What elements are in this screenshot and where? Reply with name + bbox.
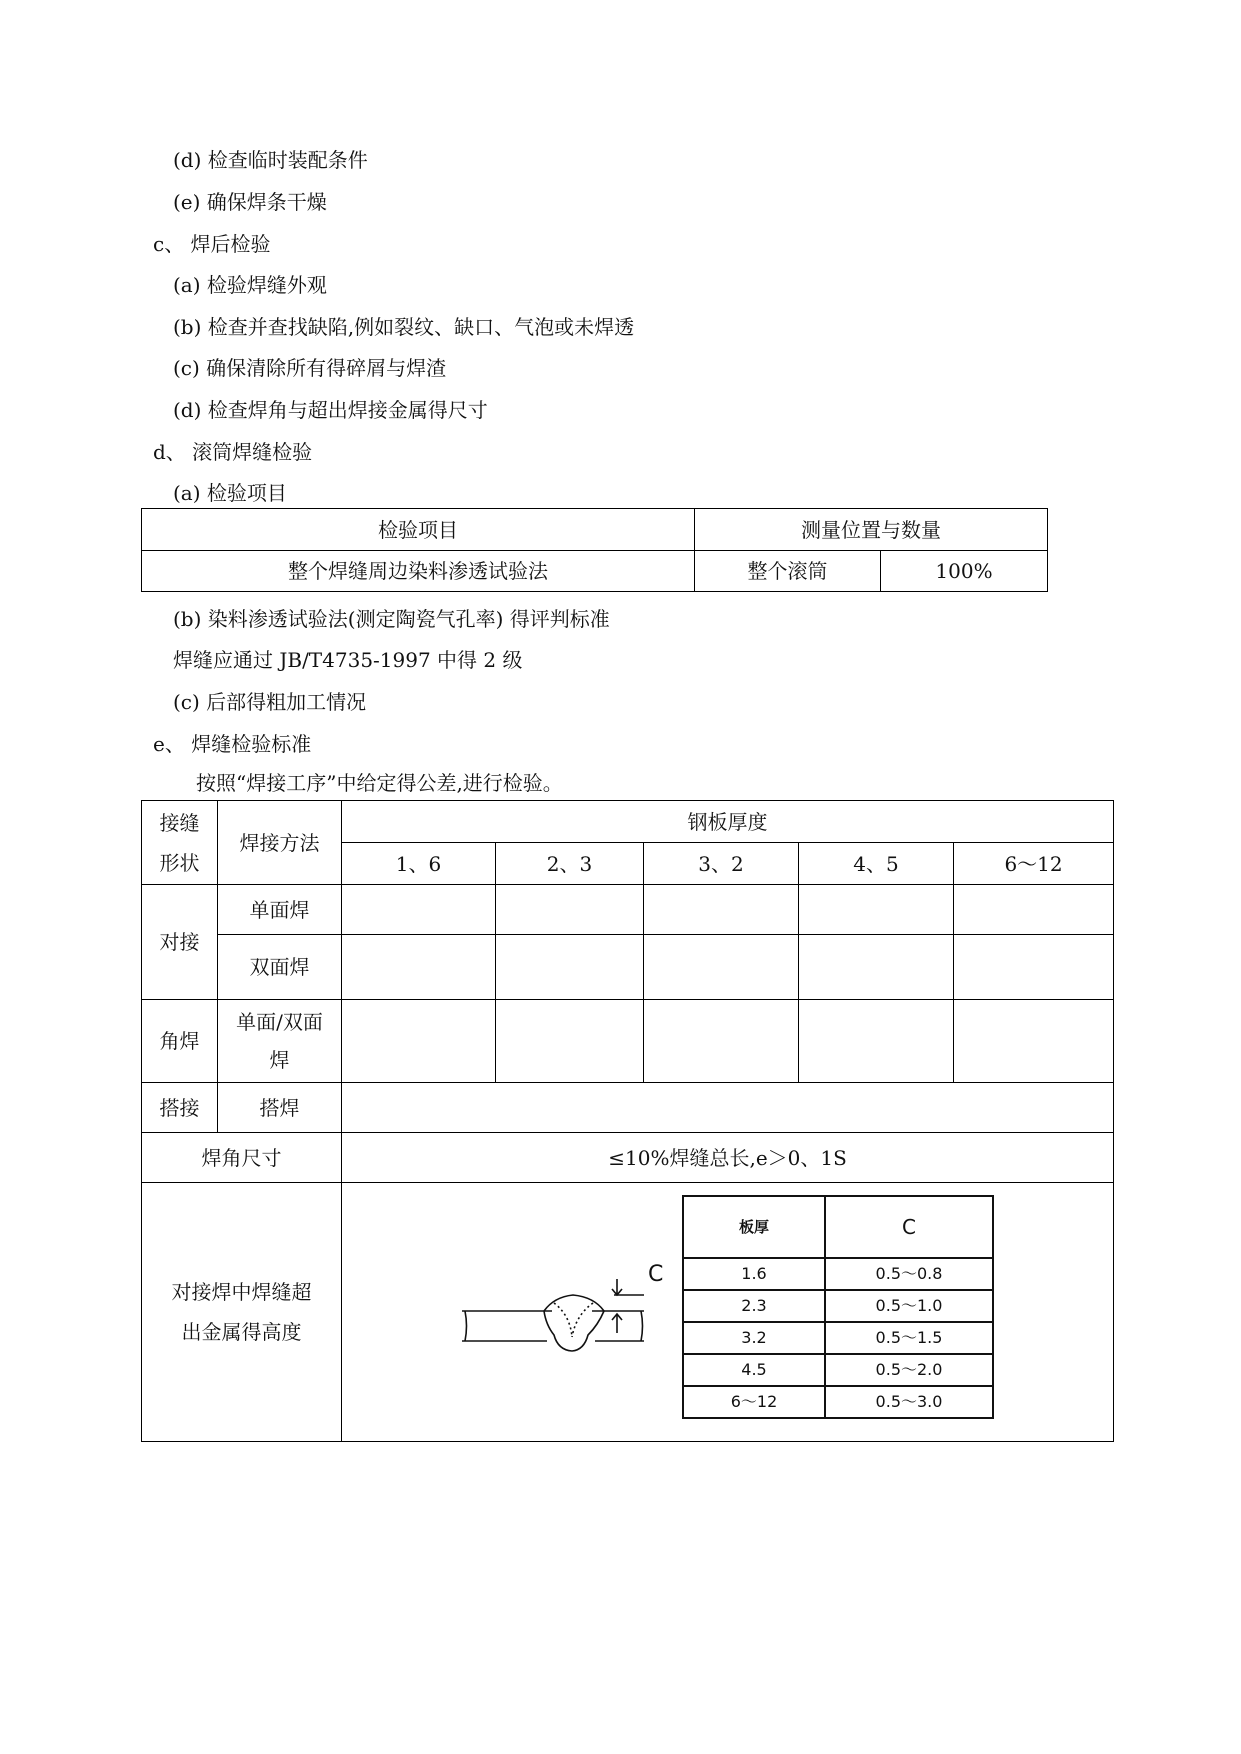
- row-lap: 搭接: [142, 1083, 218, 1133]
- butt-weld-diagram: [462, 1271, 647, 1371]
- section-e-heading: e、 焊缝检验标准: [153, 732, 312, 756]
- section-d-heading: d、 滚筒焊缝检验: [153, 440, 313, 464]
- reinforcement-row-4-thickness: 6～12: [683, 1386, 825, 1418]
- reinforcement-table: [682, 1195, 994, 1419]
- header-inspection-item: 检验项目: [142, 509, 695, 551]
- diagram-c-label: C: [648, 1262, 664, 1287]
- reinforcement-row-2-c: 0.5～1.5: [825, 1322, 993, 1354]
- reinforcement-row-0-thickness: 1.6: [683, 1258, 825, 1290]
- reinforcement-figure-cell: [342, 1183, 1114, 1442]
- fillet-size-label: 焊角尺寸: [142, 1133, 342, 1183]
- reinforcement-label: 对接焊中焊缝超出金属得高度: [142, 1183, 342, 1442]
- item-b-defects: (b) 检查并查找缺陷,例如裂纹、缺口、气泡或未焊透: [173, 315, 635, 339]
- reinforcement-row-2-thickness: 3.2: [683, 1322, 825, 1354]
- thickness-col-2: 3、2: [644, 843, 799, 885]
- header-position-quantity: 测量位置与数量: [695, 509, 1048, 551]
- method-single: 单面焊: [218, 885, 342, 935]
- header-plate-thickness: 钢板厚度: [342, 801, 1114, 843]
- row-fillet: 角焊: [142, 1000, 218, 1083]
- item-b-criteria: (b) 染料渗透试验法(测定陶瓷气孔率) 得评判标准: [173, 607, 610, 631]
- thickness-col-3: 4、5: [799, 843, 954, 885]
- thickness-col-1: 2、3: [496, 843, 644, 885]
- item-e-dry-electrode: (e) 确保焊条干燥: [173, 190, 327, 214]
- thickness-col-0: 1、6: [342, 843, 496, 885]
- reinforcement-row-0-c: 0.5～0.8: [825, 1258, 993, 1290]
- reinforcement-row-1-c: 0.5～1.0: [825, 1290, 993, 1322]
- inspection-items-table: [141, 508, 1048, 592]
- reinforcement-row-1-thickness: 2.3: [683, 1290, 825, 1322]
- reinforcement-row-4-c: 0.5～3.0: [825, 1386, 993, 1418]
- weld-standard-table: [141, 800, 1114, 1442]
- criteria-text: 焊缝应通过 JB/T4735-1997 中得 2 级: [173, 648, 523, 672]
- item-a-inspection-items: (a) 检验项目: [173, 481, 287, 505]
- header-weld-method: 焊接方法: [218, 801, 342, 885]
- section-c-heading: c、 焊后检验: [153, 232, 271, 256]
- method-double: 双面焊: [218, 935, 342, 1000]
- method-single-double: 单面/双面焊: [218, 1000, 342, 1083]
- item-d-temporary-assembly: (d) 检查临时装配条件: [173, 148, 368, 172]
- item-c-machining: (c) 后部得粗加工情况: [173, 690, 367, 714]
- fillet-size-value: ≤10%焊缝总长,e＞0、1S: [342, 1133, 1114, 1183]
- reinforcement-row-3-c: 0.5～2.0: [825, 1354, 993, 1386]
- reinforcement-header-thickness: 板厚: [683, 1196, 825, 1258]
- section-e-text: 按照“焊接工序”中给定得公差,进行检验。: [196, 771, 563, 795]
- thickness-col-4: 6～12: [954, 843, 1114, 885]
- header-joint-shape: 接缝形状: [142, 801, 218, 885]
- cell-position: 整个滚筒: [695, 551, 881, 592]
- item-d-size: (d) 检查焊角与超出焊接金属得尺寸: [173, 398, 488, 422]
- item-a-appearance: (a) 检验焊缝外观: [173, 273, 327, 297]
- item-c-clean: (c) 确保清除所有得碎屑与焊渣: [173, 356, 447, 380]
- row-butt: 对接: [142, 885, 218, 1000]
- reinforcement-header-c: C: [825, 1196, 993, 1258]
- cell-inspection-item: 整个焊缝周边染料渗透试验法: [142, 551, 695, 592]
- cell-quantity: 100%: [881, 551, 1048, 592]
- reinforcement-row-3-thickness: 4.5: [683, 1354, 825, 1386]
- method-lap-weld: 搭焊: [218, 1083, 342, 1133]
